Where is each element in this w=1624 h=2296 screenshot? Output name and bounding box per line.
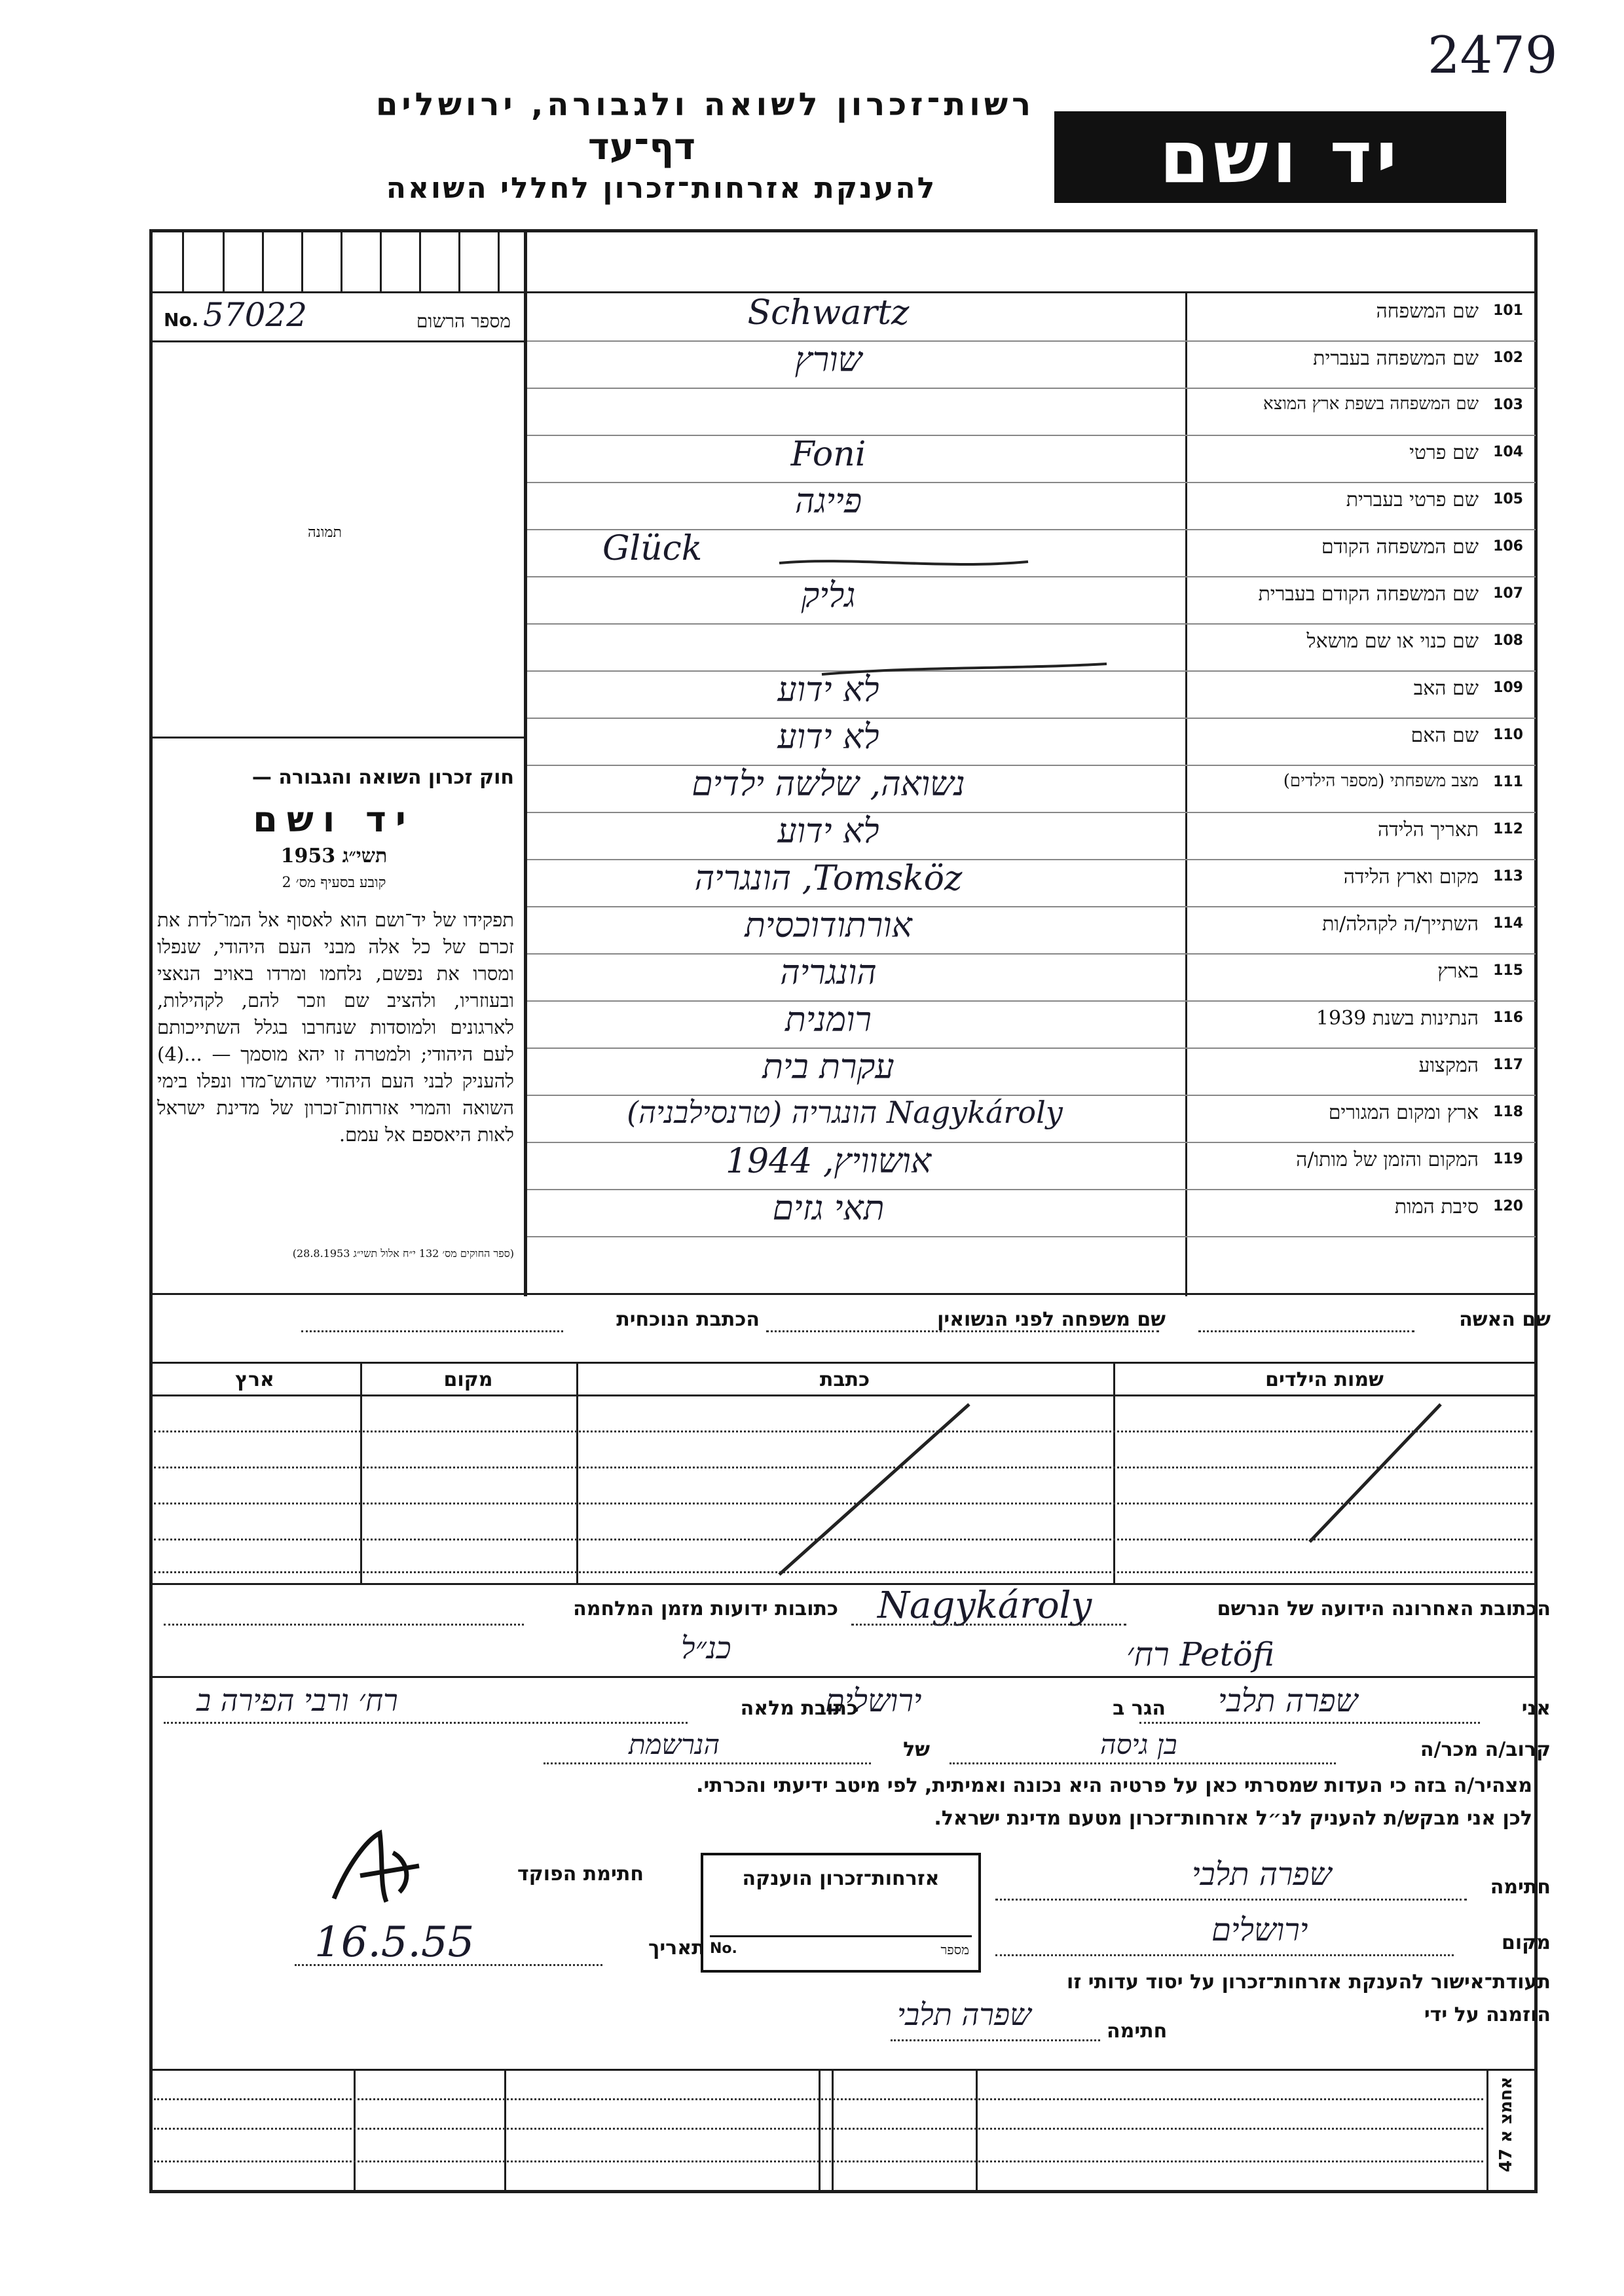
side-code: אחמצ א 47 (1496, 2077, 1516, 2172)
value-family-name-origin[interactable] (524, 388, 1133, 435)
citizenship-stamp-box (701, 1853, 981, 1973)
field-104: 104 שם פרטי (1409, 441, 1523, 464)
declare-text: מצהיר/ה בזה כי העדות שמסרתי כאן על פרטיה היא נכונה ואמיתית, לפי מיטב ידיעתי והכרתי. (696, 1774, 1532, 1797)
field-109: 109 שם האב (1413, 677, 1523, 700)
th-children-names: שמות הילדים (1265, 1368, 1384, 1391)
value-death-cause[interactable]: תאי גזים (772, 1189, 885, 1228)
certificate-signature[interactable]: שפרה תלבי (897, 1997, 1031, 2032)
value-family-name-hebrew[interactable]: שורץ (794, 340, 862, 380)
declarant-ani-label: אני (1521, 1697, 1551, 1720)
resides-label: הגר ב (1113, 1697, 1166, 1720)
last-address-street[interactable]: רח׳ Petöfi (1126, 1635, 1275, 1673)
place-label: מקום (1502, 1931, 1551, 1954)
law-year: תשי״ג 1953 (280, 845, 388, 867)
field-116: 116 הנתינות בשנת 1939 (1316, 1007, 1523, 1030)
relative-label: קרוב/ה מכר/ה (1420, 1738, 1551, 1761)
stamp-number-label: מספר (940, 1942, 969, 1958)
field-119: 119 המקום והזמן של מותו/ה (1296, 1148, 1523, 1171)
value-family-name[interactable]: Schwartz (747, 293, 910, 333)
field-118: 118 ארץ ומקום המגורים (1328, 1101, 1523, 1124)
last-address-city[interactable]: Nagykároly (877, 1584, 1092, 1627)
value-mother-name[interactable]: לא ידוע (777, 718, 879, 757)
request-text: לכן אני מבקש/ת להעניק לנ״ל אזרחות־זכרון מטעם מדינת ישראל. (934, 1807, 1532, 1830)
field-115: 115 בארץ (1437, 960, 1523, 983)
field-114: 114 השתייך/ה לקהלה/ות (1322, 913, 1523, 936)
law-name: יד ושם (253, 799, 415, 840)
current-address-label: הכתבת הנוכחית (616, 1308, 760, 1331)
law-footnote: (ספר החוקים מס׳ 132 י״ח אלול תשי״ג 28.8.1953) (292, 1247, 514, 1260)
field-106: 106 שם המשפחה הקודם (1321, 536, 1523, 558)
field-117: 117 המקצוע (1418, 1054, 1523, 1077)
date-label: תאריך (648, 1937, 705, 1959)
field-101: 101 שם המשפחה (1376, 300, 1523, 323)
declarant-signature-label: חתימה (1490, 1876, 1551, 1899)
photo-label: תמונה (308, 524, 342, 541)
form-title: דף־עד (587, 126, 696, 168)
officer-label: חתימת הפוקד (517, 1863, 644, 1886)
page-number: 2479 (1428, 26, 1558, 85)
cross-out-stroke-left (773, 1401, 982, 1578)
of-label: של (903, 1738, 930, 1761)
registration-box (157, 296, 517, 339)
declarant-signature[interactable]: שפרה תלבי (1192, 1856, 1332, 1893)
field-111: 111 מצב משפחתי (מספר הילדים) (1283, 771, 1523, 791)
value-previous-family-name-hebrew[interactable]: גליק (801, 576, 856, 615)
value-profession[interactable]: עקרת בית (762, 1048, 895, 1087)
th-country: ארץ (235, 1368, 274, 1391)
declarant-name[interactable]: שפרה תלבי (1218, 1683, 1358, 1719)
officer-signature-mark (321, 1827, 439, 1912)
maiden-name-label: שם משפחה לפני הנשואין (937, 1308, 1166, 1331)
field-103: 103 שם המשפחה בשפת ארץ המוצא (1263, 394, 1523, 414)
officer-signature-text (327, 1833, 329, 1834)
full-address-label: כתובת מלאה (740, 1697, 858, 1720)
field-108: 108 שם כנוי או שם מושאל (1306, 630, 1523, 653)
field-110: 110 שם האם (1411, 724, 1523, 747)
wife-label: שם האשה (1459, 1308, 1551, 1331)
value-previous-family-name[interactable]: Glück (602, 529, 703, 568)
field-107: 107 שם המשפחה הקודם בעברית (1258, 583, 1523, 606)
value-country[interactable]: הונגריה (780, 953, 877, 993)
law-heading: חוק זכרון השואה והגבורה — (251, 766, 514, 789)
value-birth-place[interactable]: Tomsköz, הונגריה (694, 859, 963, 898)
value-death-place-time[interactable]: אושוויץ, 1944 (725, 1142, 932, 1181)
declarant-of-name[interactable]: הנרשמת (629, 1728, 720, 1760)
certificate-line2: הוזמנה על ידי (1424, 2003, 1551, 2026)
underline-mark (819, 661, 1113, 681)
field-102: 102 שם המשפחה בעברית (1313, 347, 1523, 370)
declarant-city[interactable]: ירושלים (825, 1683, 922, 1719)
authority-title: רשות־זכרון לשואה ולגבורה, ירושלים (375, 86, 1035, 123)
value-family-status[interactable]: נשואה, שלשה ילדים (692, 765, 965, 804)
stamp-title: אזרחות־זכרון הוענקה (742, 1867, 940, 1890)
value-nationality-1939[interactable]: רומנית (785, 1000, 872, 1040)
value-first-name[interactable]: Foni (790, 435, 866, 474)
certificate-signature-label: חתימה (1107, 2020, 1168, 2043)
declarant-relation[interactable]: בן גיסה (1100, 1728, 1177, 1760)
value-father-name[interactable]: לא ידוע (777, 670, 879, 710)
officer-date[interactable]: 16.5.55 (314, 1918, 475, 1967)
strike-mark (773, 550, 1035, 576)
certificate-line1: תעודת־אישור להענקת אזרחות־זכרון על יסוד עדותי זו (1067, 1971, 1551, 1994)
value-residence[interactable]: Nagykároly הונגריה (טרנסילבניה) (627, 1095, 1063, 1130)
value-community[interactable]: אורתודוכסית (745, 906, 912, 945)
form-subtitle: להענקת אזרחות־זכרון לחללי השואה (386, 172, 937, 205)
declarant-place[interactable]: ירושלים (1211, 1912, 1308, 1948)
declarant-full-address[interactable]: רח׳ ורבי הפירה ב (196, 1683, 398, 1718)
field-120: 120 סיבת המות (1394, 1195, 1523, 1218)
wartime-address-label: כתובות ידועות מזמן המלחמה (573, 1597, 838, 1620)
value-birth-date[interactable]: לא ידוע (777, 812, 879, 851)
th-place: מקום (443, 1368, 493, 1391)
yad-vashem-logo: יד ושם (1054, 111, 1506, 203)
field-105: 105 שם פרטי בעברית (1346, 488, 1523, 511)
law-body: תפקידו של יד־ושם הוא לאסוף אל המו־לדת את זכרם של כל אלה מבני העם היהודי, שנפלו ומסרו את נפשם, נלחמו ומרדו באויב הנאצי ובעוזריו, ולהציב שם וזכר להם, לקהילות, לארגונים ולמוסדות שנחרבו בגלל השתייכותם לעם היהודי; ולמטרה זו יהא מוסמך — ...(4) להעניק לבני העם היהודי שהוש־מדו ונפלו בימי השואה והמרי אזרחות־זכרון של מדינת ישראל לאות היאספם אל עמם. (157, 909, 514, 1146)
registration-label: מספר הרשום (416, 310, 511, 332)
wartime-address-value[interactable]: כנ״ל (681, 1630, 731, 1666)
field-113: 113 מקום וארץ הלידה (1343, 866, 1523, 888)
field-112: 112 תאריך הלידה (1377, 818, 1523, 841)
stamp-no: No. (710, 1941, 737, 1957)
registration-number[interactable]: 57022 (203, 296, 308, 334)
law-clause: קובע בסעיף מס׳ 2 (282, 875, 386, 891)
registration-no-prefix: No. (164, 309, 199, 331)
value-first-name-hebrew[interactable]: פייגה (794, 482, 862, 521)
cross-out-stroke-right (1303, 1401, 1447, 1545)
last-address-label: הכתובת האחרונה הידועה של הנרשם (1217, 1597, 1551, 1620)
th-address: כתבת (819, 1368, 870, 1391)
